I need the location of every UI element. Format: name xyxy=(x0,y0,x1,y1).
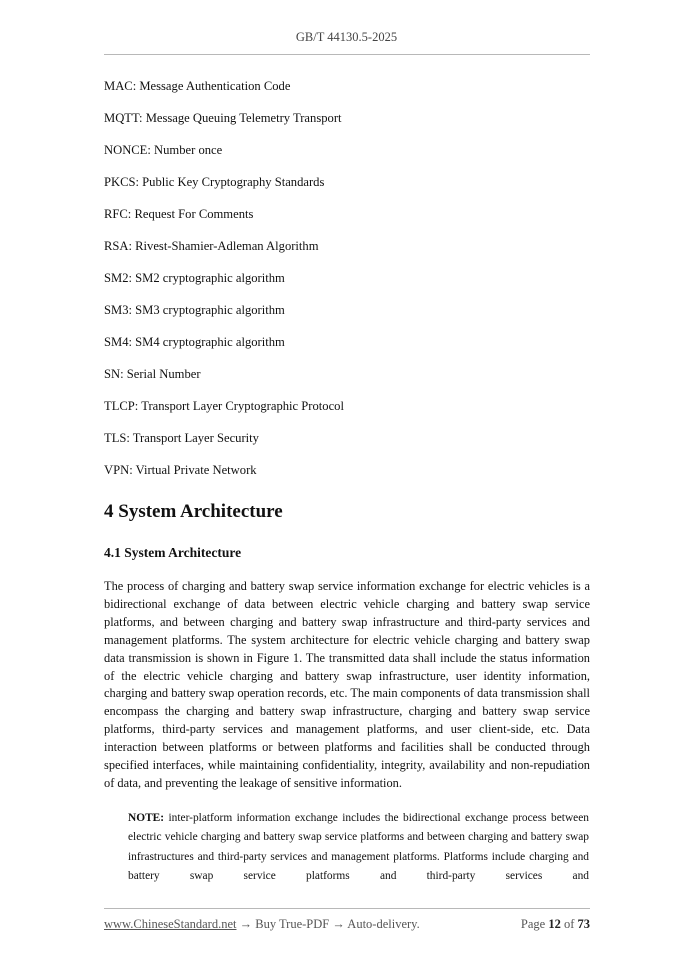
note-label: NOTE: xyxy=(128,812,165,824)
page-header-standard-code: GB/T 44130.5-2025 xyxy=(295,30,398,44)
site-link[interactable]: www.ChineseStandard.net xyxy=(104,917,237,931)
abbreviation-item-sm4: SM4: SM4 cryptographic algorithm xyxy=(104,335,285,349)
section-heading: 4 System Architecture xyxy=(104,501,283,522)
note-text: inter-platform information exchange includes the bidirectional exchange process between electric vehicle charging and battery swap service platforms and between charging and battery swap infrastructures and third-party services and management platforms. Platforms include charging and battery swap service platforms and third-party services and xyxy=(128,812,589,883)
header-divider xyxy=(104,54,590,55)
abbreviation-item-sm3: SM3: SM3 cryptographic algorithm xyxy=(104,303,285,317)
body-paragraph: The process of charging and battery swap service information exchange for electric vehicles is a bidirectional exchange of data between electric vehicle charging and battery swap service platforms, and between charging and battery swap infrastructure and third-party services and management platforms. The system architecture for electric vehicle charging and battery swap data transmission is shown in Figure 1. The transmitted data shall include the status information of the electric vehicle charging and battery swap infrastructure, user identity information, charging and battery swap operation records, etc. The main components of data transmission shall encompass the charging and battery swap infrastructure, charging and battery swap service platforms, third-party services and management platforms, and user client-side, etc. Data interaction between platforms or between platforms and facilities shall be conducted through specified interfaces, while maintaining confidentiality, integrity, availability and non-repudiation of data, and preventing the leakage of sensitive information. xyxy=(104,579,590,790)
abbreviation-item-mqtt: MQTT: Message Queuing Telemetry Transport xyxy=(104,111,342,125)
footer-tagline: → Buy True-PDF → Auto-delivery. xyxy=(236,917,420,931)
of-label: of xyxy=(563,917,575,931)
abbreviation-item-rsa: RSA: Rivest-Shamier-Adleman Algorithm xyxy=(104,239,319,253)
total-pages: 73 xyxy=(577,917,590,931)
abbreviation-item-tls: TLS: Transport Layer Security xyxy=(104,431,259,445)
note-block xyxy=(128,809,589,887)
page-number: 12 xyxy=(548,917,561,931)
abbreviation-item-rfc: RFC: Request For Comments xyxy=(104,207,254,221)
footer-divider xyxy=(104,908,590,909)
abbreviation-item-sn: SN: Serial Number xyxy=(104,367,201,381)
page-label: Page xyxy=(520,917,546,931)
abbreviation-item-tlcp: TLCP: Transport Layer Cryptographic Protocol xyxy=(104,399,344,413)
abbreviation-item-nonce: NONCE: Number once xyxy=(104,143,223,157)
abbreviation-item-mac: MAC: Message Authentication Code xyxy=(104,79,291,93)
abbreviation-item-vpn: VPN: Virtual Private Network xyxy=(104,463,257,477)
subsection-heading: 4.1 System Architecture xyxy=(104,545,242,560)
footer-left xyxy=(104,917,420,932)
abbreviation-item-sm2: SM2: SM2 cryptographic algorithm xyxy=(104,271,285,285)
abbreviation-item-pkcs: PKCS: Public Key Cryptography Standards xyxy=(104,175,325,189)
page-indicator xyxy=(500,917,590,932)
